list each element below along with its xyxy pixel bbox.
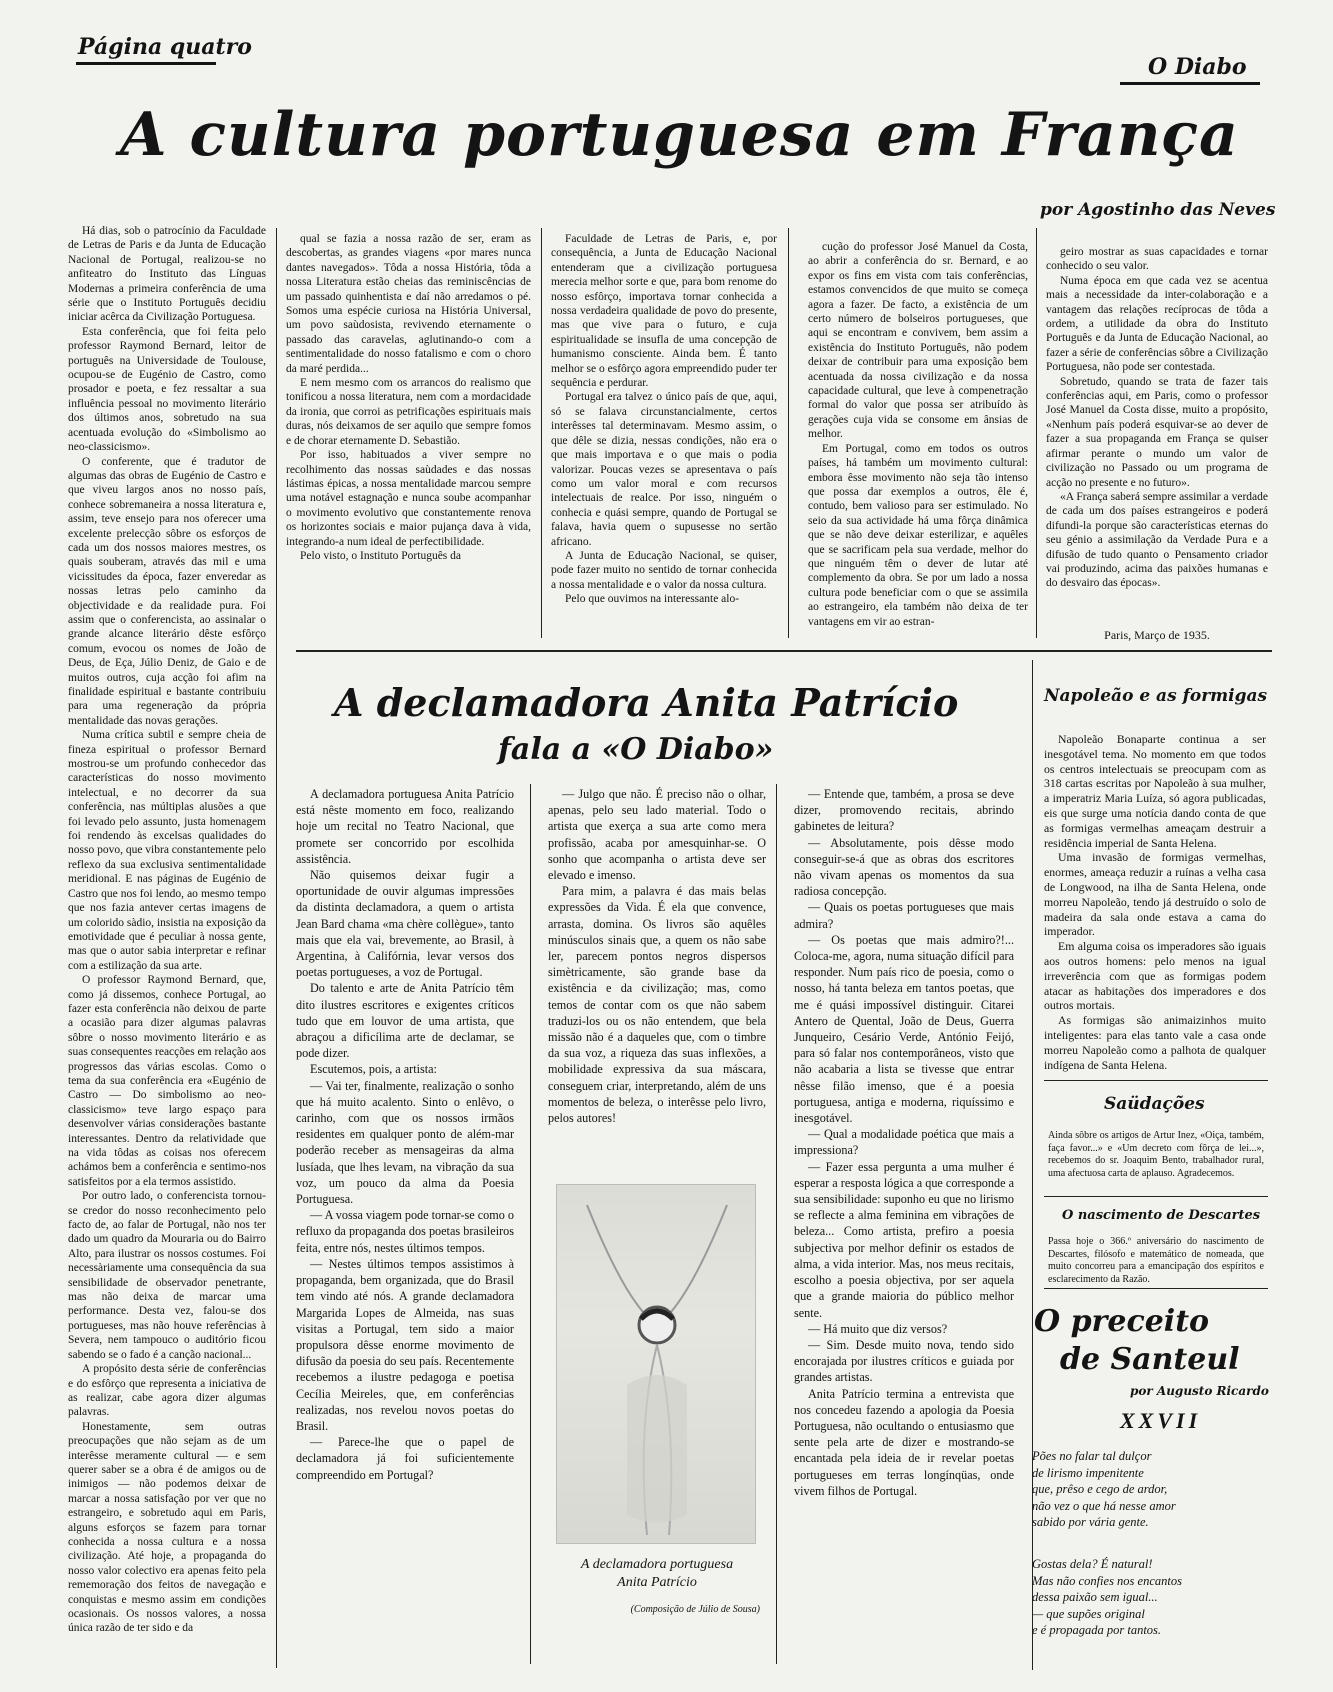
- interview-headline: A declamadora Anita Patrício: [334, 680, 959, 725]
- article-paragraph: Por outro lado, o conferencista tornou-se credor do nosso reconhecimento pelo facto de, ao falar de Portugal, não nos ter dado um quadro da Mouraria ou do Bairro Alto, para ilustrar os nossos costumes. Foi necessàriamente uma consequência da sua sensibilidade de observador penetrante, mas não deixa de marcar uma performance. Desta vez, falou-se dos portugueses, mas não houve referências à Severa, nem tampouco o auditório ficou sabendo se o fado é a canção nacional...: [68, 1190, 266, 1361]
- column-rule: [788, 228, 789, 638]
- article-paragraph: E nem mesmo com os arrancos do realismo que tonificou a nossa literatura, nem com a mordacidade da ironia, que corroi as petrificações espirituais mais duras, nós deixamos de ser aquilo que sempre fomos e de chorar eternamente D. Sebastião.: [286, 377, 531, 447]
- napoleao-paragraph: Uma invasão de formigas vermelhas, enormes, ameaça reduzir a ruínas a velha casa de Longwood, na ilha de Santa Helena, onde morreu Napoleão, tendo já destruído o solo de madeira da sala onde estava a cama do imperador.: [1044, 850, 1266, 939]
- napoleao-paragraph: Em alguma coisa os imperadores são iguais aos outros homens: pelo menos na igual irreverência com que as formigas podem atacar as habitações dos imperadores e dos outros mortais.: [1044, 939, 1266, 1013]
- interview-column-2: [548, 786, 766, 1166]
- poem-line: Mas não confies nos encantos: [1032, 1573, 1182, 1588]
- interview-column-1: [296, 786, 514, 1646]
- article-paragraph: O professor Raymond Bernard, que, como já dissemos, conhece Portugal, ao fazer esta conferência não deixou de parte a ocasião para dizer algumas palavras sôbre o nosso movimento literário e as suas consequentes reacções em relação aos progressos das várias escolas. Como o tema da sua conferência era «Eugénio de Castro — Do simbolismo ao neo-classicismo» teve largo espaço para desenvolver várias considerações bastante interessantes. Dentro da relatividade que na vida tôdas as coisas nos oferecem achámos bem a conferência e sentimo-nos satisfeitos por a ela termos assistido.: [68, 974, 266, 1188]
- article-byline: por Agostinho das Neves: [1040, 200, 1276, 220]
- article-paragraph: A propósito desta série de conferências e do esfôrço que representa a iniciativa de as realizar, cabe agora dizer algumas palavras.: [68, 1363, 266, 1419]
- article-paragraph: O conferente, que é tradutor de algumas das obras de Eugénio de Castro e que viveu largos anos no nosso país, conhece sobremaneira a nossa literatura e, assim, teve ensejo para nos oferecer uma excelente prelecção sôbre os esforços de cada um dos nossos maiores mestres, os quais souberam, através das mil e uma vicissitudes da época, fazer enveredar as nossas letras pelo caminho da objectividade e da realidade pura. Foi assim que o conferencista, ao assinalar o grande alcance literário dêste esfôrço comum, evocou os nomes de João de Deus, de Eça, Júlio Deniz, de Gaio e de muitos outros, cuja acção foi afim na finalidade espiritual e bastante contribuiu para uma regeneração da própria mentalidade das novas gerações.: [68, 455, 266, 727]
- poem-number: XXVII: [1120, 1408, 1202, 1433]
- poem-stanza-2: [1032, 1556, 1268, 1639]
- column-rule: [1036, 228, 1037, 638]
- napoleao-title: Napoleão e as formigas: [1044, 686, 1268, 706]
- column-rule: [541, 228, 542, 638]
- saudacoes-body: Ainda sôbre os artigos de Artur Inez, «Oiça, também, faça favor...» e «Um decreto com fôrça de lei...», recebemos do sr. Joaquim Bento, trabalhador rural, uma afectuosa carta de aplauso. Agradecemos.: [1048, 1130, 1264, 1179]
- article-dateline: Paris, Março de 1935.: [1104, 628, 1210, 642]
- interview-paragraph: A declamadora portuguesa Anita Patrício está nêste momento em foco, realizando hoje um recital no Teatro Nacional, que promete ser concorrido por escolhida assistência.: [296, 787, 514, 866]
- article1-column-4: [808, 240, 1028, 640]
- article-paragraph: Honestamente, sem outras preocupações que não sejam as de um interêsse meramente cultural — e sem querer saber se a obra é de amigos ou de inimigos — não podemos deixar de marcar a nossa satisfação por ver que no estrangeiro, e sobretudo aqui em Paris, alguns esforços se fazem para tornar conhecida a nossa cultura e a nossa civilização. Até hoje, a propaganda do nosso valor colectivo era apenas feito pela rememoração dos feitos de navegação e conquistas e mesmo assim em condições ocasionais. Os nossos valores, a nossa única razão de ter sido e da: [68, 1420, 266, 1635]
- descartes-body: Passa hoje o 366.º aniversário do nascimento de Descartes, filósofo e matemático de nomeada, que muito concorreu para a emancipação dos espíritos e esclarecimento da Razão.: [1048, 1236, 1264, 1285]
- poem-line: Gostas dela? É natural!: [1032, 1557, 1153, 1571]
- article-paragraph: Pelo que ouvimos na interessante alo-: [565, 593, 740, 606]
- sidebar-rule: [1044, 1196, 1268, 1197]
- article-paragraph: Sobretudo, quando se trata de fazer tais conferências aqui, em Paris, como o professor José Manuel da Costa disse, muito a propósito, «Nenhum país poderá esquivar-se ao dever de fazer a sua propaganda em França se quiser afirmar perante o mundo um valor de civilização no Passado ou um programa de acção no presente e no futuro».: [1046, 375, 1268, 489]
- article-paragraph: Pelo visto, o Instituto Português da: [300, 549, 461, 562]
- portrait-photo: [556, 1184, 756, 1544]
- interview-paragraph: Anita Patrício termina a entrevista que nos concedeu fazendo a apologia da Poesia Portuguesa, não ocultando o entusiasmo que sente pela arte de dizer e mostrando-se encantada pela ideia de ir revelar poetas portugueses em terras longínqüas, onde vivem filhos de Portugal.: [794, 1386, 1014, 1498]
- poem-stanza-1: [1032, 1448, 1268, 1531]
- interview-paragraph: — Vai ter, finalmente, realização o sonho que há muito acalento. Sinto o enlêvo, o carinho, com que os nossos irmãos residentes em qualquer ponto de além-mar poderão receber as mensageiras da alma lusíada, que lhes levam, na vibração da sua voz, um pouco da alma da Poesia Portuguesa.: [296, 1078, 514, 1207]
- preceito-title-line-1: O preceito: [1034, 1304, 1210, 1339]
- poem-line: de lirismo impenitente: [1032, 1465, 1144, 1480]
- poem-line: que, prêso e cego de ardor,: [1032, 1482, 1168, 1496]
- napoleao-body: [1044, 732, 1266, 1072]
- article-paragraph: A Junta de Educação Nacional, se quiser, pode fazer muito no sentido de tornar conhecida a nossa mentalidade e o valor da nossa cultura.: [551, 549, 777, 591]
- interview-subheadline: fala a «O Diabo»: [498, 732, 774, 767]
- article1-column-3: [551, 232, 777, 640]
- interview-paragraph: — Nestes últimos tempos assistimos à propaganda, bem organizada, que do Brasil tem vindo até nós. A grande declamadora Margarida Lopes de Almeida, nas suas visitas a Portugal, tem sido a maior propulsora dêsse enorme movimento de difusão da poesia do seu país. Recentemente recebemos a ilustre pedagoga e poetisa Cecília Meireles, que, em conferências realizadas, nos revelou novos poetas do Brasil.: [296, 1256, 514, 1433]
- sidebar-rule: [1044, 1288, 1268, 1289]
- interview-paragraph: — Quais os poetas portugueses que mais admira?: [794, 900, 1014, 931]
- sidebar-rule: [1044, 1080, 1268, 1081]
- article-paragraph: Por isso, habituados a viver sempre no recolhimento das nossas saùdades e das nossas lástimas épicas, a nossa mentalidade marcou sempre uma notável estagnação e nunca soube acompanhar o movimento evolutivo que constantemente renova os horizontes sociais e maior pujança dava à vida, integrando-a num ideal de perfectibilidade.: [286, 449, 531, 548]
- interview-paragraph: Escutemos, pois, a artista:: [310, 1062, 437, 1077]
- column-rule: [276, 228, 277, 1668]
- article-paragraph: Esta conferência, que foi feita pelo professor Raymond Bernard, leitor de português na Universidade de Toulouse, ocupou-se de Eugénio de Castro, como prosador e poeta, e fez ressaltar a sua influência pessoal no movimento literário dos últimos anos, sobretudo na sua acentuada evolução do «Simbolismo ao neo-classicismo».: [68, 325, 266, 454]
- portrait-illustration: [557, 1185, 756, 1544]
- interview-paragraph: Para mim, a palavra é das mais belas expressões da Vida. É ela que convence, arrasta, domina. Os livros são aquêles minúsculos sinais que, a quem os não sabe ler, parecem pontos negros dispersos simètricamente, são grande base da existência e da civilização; mas, como temos de contar com os que não sabem traduzi-los ou os não entendem, que bela missão não é a daqueles que, com o timbre da sua voz, a riqueza das suas inflexões, a mobilidade expressiva da sua máscara, conseguem criar, interpretando, além de uns momentos de beleza, o interêsse pelo livro, pelos autores!: [548, 884, 766, 1126]
- article1-column-2: [286, 232, 531, 640]
- article-paragraph: Faculdade de Letras de Paris, e, por consequência, a Junta de Educação Nacional entenderam que a civilização portuguesa merecia melhor sorte e que, para bom renome do nosso esfôrço, importava tornar conhecida a nossa verdadeira qualidade de povo do presente, mas que vive para o futuro, e cuja espiritualidade se insufla de uma concepção de humanismo consciente. Ainda bem. É tanto melhor se o esfôrço agora empreendido puder ter sequência e perdurar.: [551, 233, 777, 390]
- interview-paragraph: — Parece-lhe que o papel de declamadora já foi suficientemente compreendido em Portugal?: [296, 1435, 514, 1482]
- article-paragraph: «A França saberá sempre assimilar a verdade de cada um dos países estrangeiros e poderá difundi-la porque são características eternas do seu génio a assimilação da Verdade Pura e a difusão de tudo quanto o Pensamento criador vai produzindo, acima das paixões humanas e do desvairo das épocas».: [1046, 490, 1268, 590]
- interview-paragraph: Não quisemos deixar fugir a oportunidade de ouvir algumas impressões da distinta declamadora, a quem o artista Jean Bard chama «ma chère collègue», tanto mais que ela vai, brevemente, ao Brasil, à Argentina, à Califórnia, levar versos dos poetas portugueses, a voz de Portugal.: [296, 868, 514, 980]
- column-rule: [776, 784, 777, 1664]
- photo-caption-line-2: Anita Patrício: [617, 1575, 697, 1590]
- interview-paragraph: — Sim. Desde muito nova, tendo sido encorajada por ilustres críticos e guiada por grandes artistas.: [794, 1337, 1014, 1385]
- interview-paragraph: — Entende que, também, a prosa se deve dizer, promovendo recitais, abrindo gabinetes de leitura?: [794, 787, 1014, 834]
- column-rule: [530, 784, 531, 1664]
- article-paragraph: qual se fazia a nossa razão de ser, eram as descobertas, as grandes viagens «por mares nunca dantes navegados». Tôda a nossa História, tôda a nossa Literatura estão cheias das reminiscências de um passado quinhentista e daí não arredamos o pé. Somos uma espécie curiosa na História Universal, um povo saùdosista, revivendo eternamente o passado das caravelas, aglutinando-o com a sentimentalidade do nosso fatalismo e com o choro da maré perdida...: [286, 233, 531, 375]
- interview-paragraph: — A vossa viagem pode tornar-se como o refluxo da propaganda dos poetas brasileiros feita, entre nós, nestes últimos tempos.: [296, 1208, 514, 1255]
- interview-paragraph: — Há muito que diz versos?: [808, 1321, 948, 1336]
- descartes-title: O nascimento de Descartes: [1062, 1208, 1261, 1223]
- article-paragraph: geiro mostrar as suas capacidades e tornar conhecido o seu valor.: [1046, 246, 1268, 273]
- article-paragraph: Numa época em que cada vez se acentua mais a necessidade da inter-colaboração e a vantagem das relações recíprocas de tôda a ordem, a utilidade da obra do Instituto Português e da Junta de Educação Nacional, ao fazer a série de conferências sôbre a Civilização Portuguesa, não pode ser contestada.: [1046, 274, 1268, 374]
- preceito-byline: por Augusto Ricardo: [1130, 1384, 1269, 1398]
- article-paragraph: Em Portugal, como em todos os outros países, há também um movimento cultural: embora êsse movimento não seja tão intenso que possa dar exemplos a outros, êle é, contudo, bem valioso para ser estimulado. No seio da sua actividade há uma fôrça dinâmica que se não deve deixar esterilizar, e aquêles que se sacrificam pela sua verdade, melhor do que ninguém têm o dever de lutar até complemento da obra. Se por um lado a nossa cultura pode beneficiar com o que se assimila ao estrangeiro, ela também não deixa de ter vantagens em vir ao estran-: [808, 442, 1028, 628]
- poem-line: não vez o que há nesse amor: [1032, 1498, 1176, 1513]
- photo-credit: (Composição de Júlio de Sousa): [630, 1604, 760, 1615]
- interview-column-3: [794, 786, 1014, 1666]
- napoleao-paragraph: Napoleão Bonaparte continua a ser inesgotável tema. No momento em que todos os centros intelectuais se preocupam com as 318 cartas escritas por Napoleão à sua mulher, a imperatriz Maria Luíza, só agora publicadas, eis que surge uma notícia dando conta de que as formigas vermelhas ameaçam destruir a residência imperial de Santa Helena.: [1044, 732, 1266, 850]
- napoleao-paragraph: As formigas são animaizinhos muito inteligentes: para elas tanto vale a casa onde morreu Napoleão como a palhota de qualquer indígena de Santa Helena.: [1044, 1013, 1266, 1072]
- header-rule-right: [1120, 82, 1260, 85]
- poem-line: Pões no falar tal dulçor: [1032, 1449, 1152, 1463]
- article-paragraph: Numa crítica subtil e sempre cheia de fineza espiritual o professor Bernard mostrou-se um profundo conhecedor das características do nosso movimento intelectual, e no decorrer da sua conferência, nas múltiplas alusões a que foi levado pelo assunto, justa homenagem foi rendendo às excelsas qualidades do nosso povo, que vibra constantemente pelo reflexo da sua exclusiva sentimentalidade meridional. E nas páginas de Eugénio de Castro que nos foi lendo, ao mesmo tempo que nos fazia antever certas imagens de um colorido sàdio, insistia na exposição da emotividade que é peculiar à nossa gente, mas que o autor sabia interpretar e refinar com a estilização da sua arte.: [68, 729, 266, 972]
- interview-paragraph: — Qual a modalidade poética que mais a impressiona?: [794, 1127, 1014, 1158]
- photo-caption-line-1: A declamadora portuguesa: [580, 1557, 734, 1572]
- header-rule-left: [76, 62, 216, 65]
- poem-line: e é propagada por tantos.: [1032, 1623, 1162, 1637]
- article1-column-5: [1046, 245, 1268, 615]
- page-number-label: Página quatro: [78, 34, 252, 60]
- newspaper-name: O Diabo: [1148, 54, 1247, 80]
- poem-line: sabido por vária gente.: [1032, 1515, 1149, 1529]
- preceito-title-line-2: de Santeul: [1060, 1342, 1240, 1377]
- article1-column-1: [68, 224, 266, 1670]
- interview-paragraph: — Julgo que não. É preciso não o olhar, apenas, pelo seu lado material. Todo o artista que exerça a sua arte como mera profissão, acaba por amesquinhar-se. O sonho que acompanha o artista deve ser elevado e imenso.: [548, 787, 766, 883]
- article-paragraph: Portugal era talvez o único país de que, aqui, só se falava circunstancialmente, certos interêsses tal determinavam. Mesmo assim, o que dêle se dizia, nessas condições, não era o que mais importava e o que mais o podia valorizar. Poucas vezes se apresentava o país como um valor moral e com recursos intelectuais de realce. Por isso, ninguém o conhecia e quási sempre, quando de Portugal se falava, havia quem o supusesse no sertão africano.: [551, 391, 777, 548]
- article-paragraph: cução do professor José Manuel da Costa, ao abrir a conferência do sr. Bernard, e ao expor os fins em vista com tais conferências, estamos convencidos de que muito se começa agora a fazer. De facto, a existência de um certo número de bolseiros portugueses, que aqui se encontram e convivem, bem assim a existência do Instituto Português, não podem deixar de contribuir para uma exposição bem acentuada da nossa civilização e da nossa capacidade cultural, que leve à compenetração formal do valor que possa ser atribuído às gerações cuja vida se consome em ânsias de melhor.: [808, 241, 1028, 441]
- interview-paragraph: — Absolutamente, pois dêsse modo conseguir-se-á que as obras dos escritores não vivam apenas os momentos da sua radiosa concepção.: [794, 835, 1014, 899]
- article-headline: A cultura portuguesa em França: [120, 100, 1239, 170]
- poem-line: — que supões original: [1032, 1606, 1145, 1621]
- section-divider: [296, 650, 1272, 652]
- interview-paragraph: — Os poetas que mais admiro?!... Coloca-me, agora, numa situação difícil para responder. Num país rico de poesia, como o nosso, há tanta beleza em tantos poetas, que me é quási impossível distinguir. Citarei Antero de Quental, João de Deus, Guerra Junqueiro, Cesário Verde, António Feijó, para só falar nos contemporâneos, visto que não acabaria a lista se tivesse que entrar nêsse filão imenso, que é a poesia portuguesa, antiga e moderna, riquíssimo e inesgotável.: [794, 932, 1014, 1126]
- article-paragraph: Há dias, sob o patrocínio da Faculdade de Letras de Paris e da Junta de Educação Nacional de Portugal, realizou-se no anfiteatro do Instituto das Línguas Modernas a primeira conferência de uma série que o Instituto Português decidiu iniciar acêrca da Civilização Portuguesa.: [68, 225, 266, 324]
- interview-paragraph: — Fazer essa pergunta a uma mulher é esperar a resposta lógica a que corresponde a sua sensibilidade: suponho eu que no lirismo se reflecte a alma feminina em vibrações de beleza... Como artista, prefiro a poesia subjectiva por melhor definir os estados de alma, a vida interior. Mas, nos meus recitais, escolho a poesia objectiva, por ser aquela que a grande maioria do público melhor sente.: [794, 1159, 1014, 1320]
- saudacoes-title: Saüdações: [1104, 1094, 1205, 1114]
- poem-line: dessa paixão sem igual...: [1032, 1590, 1158, 1604]
- interview-paragraph: Do talento e arte de Anita Patrício têm dito ilustres escritores e exigentes críticos tudo que em louvor de uma artista, que abraçou a dificílima arte de declamar, se pode dizer.: [296, 981, 514, 1061]
